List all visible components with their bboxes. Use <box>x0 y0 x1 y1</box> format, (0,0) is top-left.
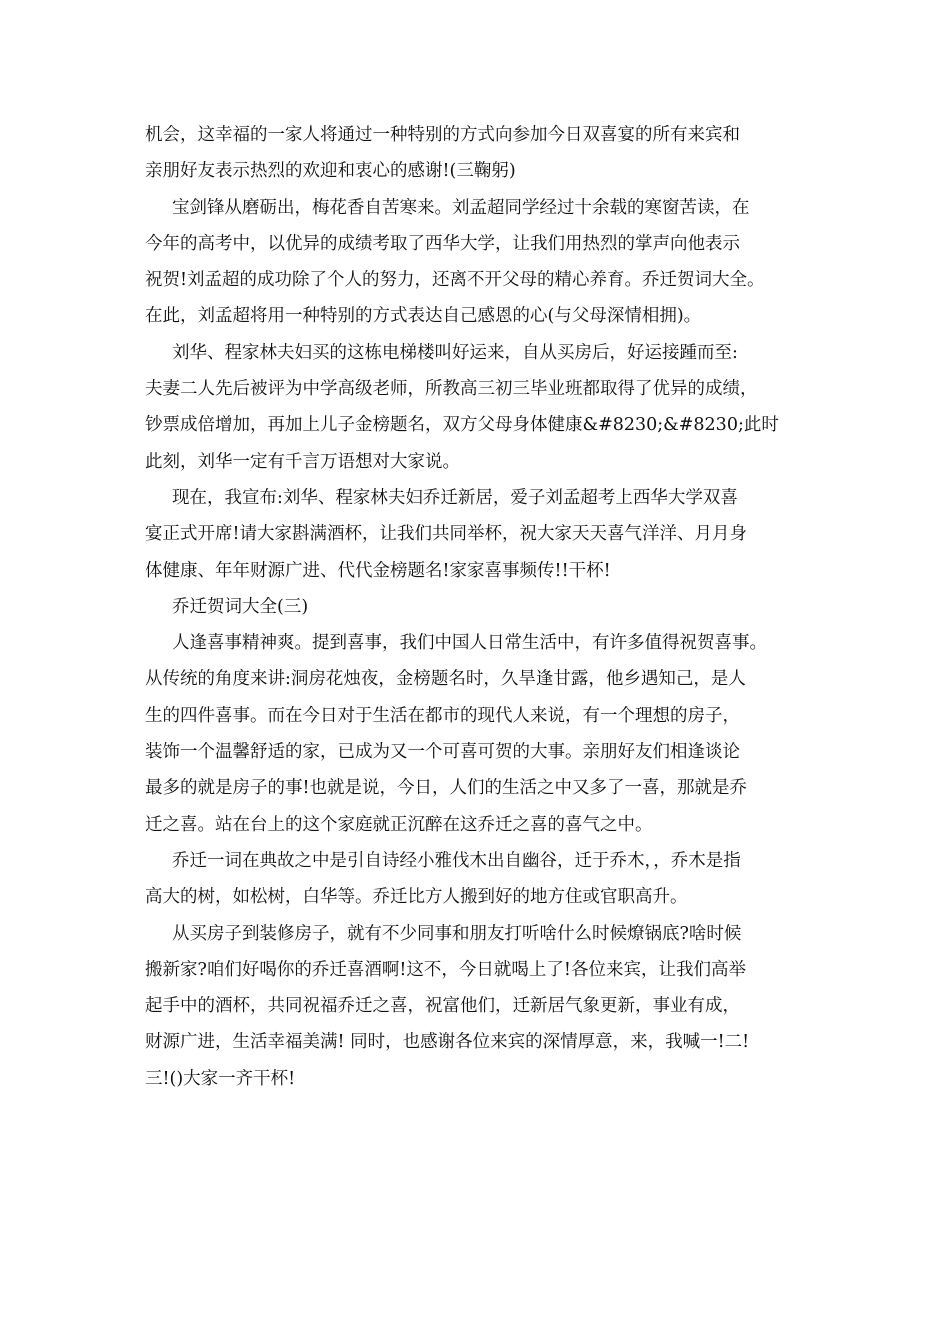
text-line: 财源广进，生活幸福美满! 同时，也感谢各位来宾的深情厚意，来，我喊一!二! <box>145 1032 750 1053</box>
text-line: 迁之喜。站在台上的这个家庭就正沉醉在这乔迁之喜的喜气之中。 <box>145 814 653 835</box>
text-line: 宝剑锋从磨砺出，梅花香自苦寒来。刘孟超同学经过十余载的寒窗苦读，在 <box>172 197 750 218</box>
text-line: 从买房子到装修房子，就有不少同事和朋友打听啥什么时候燎锅底?啥时候 <box>172 923 742 944</box>
text-line: 体健康、年年财源广进、代代金榜题名!家家喜事频传!!干杯! <box>145 560 611 581</box>
text-line: 钞票成倍增加，再加上儿子金榜题名，双方父母身体健康&#8230;&#8230;此时 <box>145 415 779 436</box>
document-body <box>145 117 825 1097</box>
text-line: 夫妻二人先后被评为中学高级老师，所教高三初三毕业班都取得了优异的成绩， <box>145 379 758 400</box>
text-line: 高大的树，如松树，白华等。乔迁比方人搬到好的地方住或官职高升。 <box>145 887 688 908</box>
text-line: 三!()大家一齐干杯! <box>145 1068 296 1089</box>
text-line: 刘华、程家林夫妇买的这栋电梯楼叫好运来，自从买房后，好运接踵而至: <box>172 342 738 363</box>
text-line: 搬新家?咱们好喝你的乔迁喜酒啊!这不，今日就喝上了!各位来宾，让我们高举 <box>145 959 746 980</box>
text-line: 在此，刘孟超将用一种特别的方式表达自己感恩的心(与父母深情相拥)。 <box>145 306 702 327</box>
text-line: 现在，我宣布:刘华、程家林夫妇乔迁新居，爱子刘孟超考上西华大学双喜 <box>172 487 738 508</box>
text-line: 乔迁一词在典故之中是引自诗经小雅伐木出自幽谷，迁于乔木，，乔木是指 <box>172 850 741 871</box>
text-line: 机会，这幸福的一家人将通过一种特别的方式向参加今日双喜宴的所有来宾和 <box>145 125 740 145</box>
text-line: 亲朋好友表示热烈的欢迎和衷心的感谢!(三鞠躬) <box>145 161 516 182</box>
text-line: 生的四件喜事。而在今日对于生活在都市的现代人来说，有一个理想的房子， <box>145 705 740 726</box>
text-line: 此刻，刘华一定有千言万语想对大家说。 <box>145 451 460 472</box>
text-line: 今年的高考中，以优异的成绩考取了西华大学，让我们用热烈的掌声向他表示 <box>145 233 740 254</box>
text-line: 祝贺!刘孟超的成功除了个人的努力，还离不开父母的精心养育。乔迁贺词大全。 <box>145 270 765 291</box>
text-line: 宴正式开席!请大家斟满酒杯，让我们共同举杯，祝大家天天喜气洋洋、月月身 <box>145 524 748 545</box>
text-line: 人逢喜事精神爽。提到喜事，我们中国人日常生活中，有许多值得祝贺喜事。 <box>172 633 767 654</box>
section-heading: 乔迁贺词大全(三) <box>172 596 309 617</box>
text-line: 起手中的酒杯，共同祝福乔迁之喜，祝富他们，迁新居气象更新，事业有成， <box>145 996 740 1017</box>
text-line: 装饰一个温馨舒适的家，已成为又一个可喜可贺的大事。亲朋好友们相逢谈论 <box>145 742 740 763</box>
text-line: 最多的就是房子的事!也就是说，今日，人们的生活之中又多了一喜，那就是乔 <box>145 778 748 799</box>
text-line: 从传统的角度来讲:洞房花烛夜，金榜题名时，久旱逢甘露，他乡遇知己，是人 <box>145 669 746 690</box>
